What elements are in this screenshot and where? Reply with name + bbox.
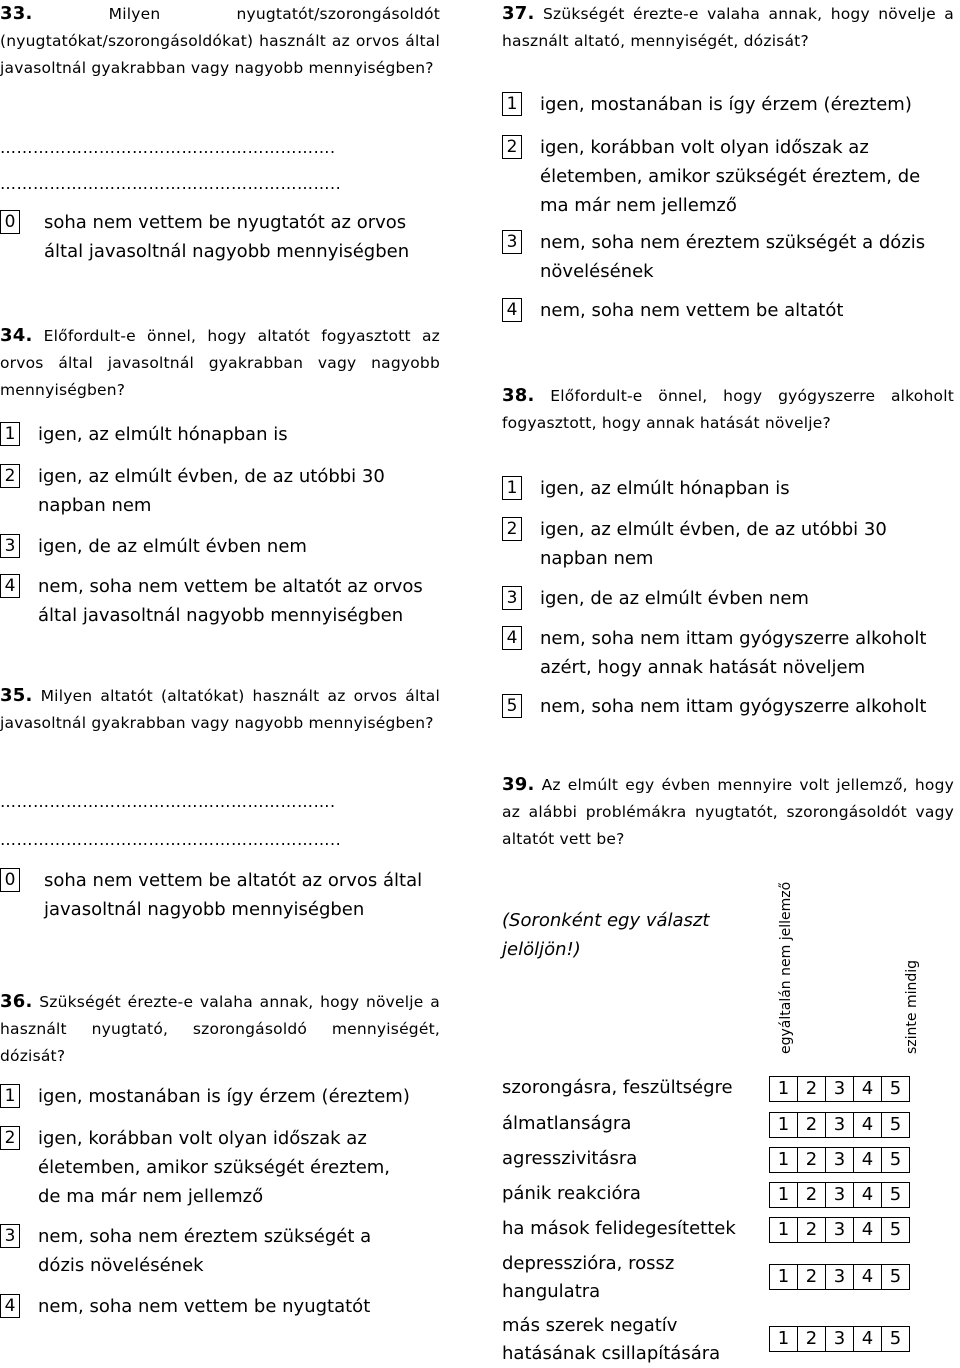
- option-label: igen, korábban volt olyan időszak az életemben, amikor szükségét éreztem, de ma már nem jellemző: [540, 137, 921, 216]
- question-number: 33.: [0, 3, 33, 24]
- option-label: igen, az elmúlt hónapban is: [540, 478, 790, 499]
- option-item[interactable]: [0, 420, 440, 449]
- question-38-title: [502, 382, 954, 437]
- option-item[interactable]: [502, 90, 954, 119]
- rating-row-label: más szerek negatív hatásának csillapítására: [502, 1315, 721, 1364]
- rating-option-4[interactable]: 4: [853, 1326, 882, 1352]
- rating-option-3[interactable]: 3: [825, 1112, 854, 1138]
- option-code-box[interactable]: 3: [502, 586, 522, 610]
- option-code-box[interactable]: 4: [502, 298, 522, 322]
- rating-option-2[interactable]: 2: [797, 1264, 826, 1290]
- rating-option-2[interactable]: 2: [797, 1112, 826, 1138]
- option-label: igen, az elmúlt évben, de az utóbbi 30 napban nem: [38, 466, 385, 516]
- option-label: nem, soha nem vettem be altatót: [540, 300, 844, 321]
- rating-option-1[interactable]: 1: [769, 1264, 798, 1290]
- rating-option-2[interactable]: 2: [797, 1217, 826, 1243]
- question-39-title: [502, 771, 954, 853]
- option-code-box[interactable]: 4: [0, 1294, 20, 1318]
- scale-header-low: egyáltalán nem jellemző: [778, 881, 794, 1054]
- question-text: Az elmúlt egy évben mennyire volt jellemző, hogy az alábbi problémákra nyugtatót, szorongásoldót vagy altatót vett be?: [502, 776, 954, 848]
- question-text: Milyen nyugtatót/szorongásoldót (nyugtatókat/szorongásoldókat) használt az orvos által javasoltnál gyakrabban vagy nagyobb mennyiségben?: [0, 5, 440, 77]
- rating-option-2[interactable]: 2: [797, 1076, 826, 1102]
- rating-option-5[interactable]: 5: [881, 1076, 910, 1102]
- option-code-box[interactable]: 1: [502, 476, 522, 500]
- option-label: nem, soha nem ittam gyógyszerre alkoholt: [540, 696, 927, 717]
- option-code-box[interactable]: 2: [0, 464, 20, 488]
- rating-option-5[interactable]: 5: [881, 1112, 910, 1138]
- rating-row-label: depresszióra, rossz hangulatra: [502, 1253, 675, 1302]
- option-code-box[interactable]: 0: [0, 868, 20, 892]
- rating-option-4[interactable]: 4: [853, 1147, 882, 1173]
- rating-option-5[interactable]: 5: [881, 1217, 910, 1243]
- rating-scale: [770, 1326, 910, 1352]
- rating-row-label: agresszivitásra: [502, 1148, 638, 1169]
- question-36-title: [0, 988, 440, 1070]
- question-text: Milyen altatót (altatókat) használt az orvos által javasoltnál gyakrabban vagy nagyobb mennyiségben?: [0, 687, 440, 732]
- option-code-box[interactable]: 2: [502, 517, 522, 541]
- rating-scale: [770, 1182, 910, 1208]
- option-code-box[interactable]: 3: [502, 230, 522, 254]
- option-code-box[interactable]: 2: [502, 135, 522, 159]
- option-code-box[interactable]: 3: [0, 1224, 20, 1248]
- question-37-title: [502, 0, 954, 55]
- question-number: 35.: [0, 685, 33, 706]
- option-code-box[interactable]: 1: [502, 92, 522, 116]
- rating-option-1[interactable]: 1: [769, 1182, 798, 1208]
- option-label: nem, soha nem ittam gyógyszerre alkoholt azért, hogy annak hatását növeljem: [540, 628, 927, 678]
- rating-scale: [770, 1076, 910, 1102]
- option-item[interactable]: [0, 572, 440, 630]
- rating-option-3[interactable]: 3: [825, 1182, 854, 1208]
- option-item[interactable]: [0, 532, 440, 561]
- rating-option-5[interactable]: 5: [881, 1326, 910, 1352]
- option-label: igen, mostanában is így érzem (éreztem): [38, 1086, 410, 1107]
- rating-row-label: álmatlanságra: [502, 1113, 632, 1134]
- rating-option-2[interactable]: 2: [797, 1326, 826, 1352]
- option-label: nem, soha nem vettem be altatót az orvos által javasoltnál nagyobb mennyiségben: [38, 576, 423, 626]
- question-text: Előfordult-e önnel, hogy gyógyszerre alkoholt fogyasztott, hogy annak hatását növelje?: [502, 387, 954, 432]
- question-text: Előfordult-e önnel, hogy altatót fogyasztott az orvos által javasoltnál gyakrabban vagy nagyobb mennyiségben?: [0, 327, 440, 399]
- option-item[interactable]: [502, 296, 954, 325]
- rating-option-1[interactable]: 1: [769, 1326, 798, 1352]
- rating-option-4[interactable]: 4: [853, 1112, 882, 1138]
- rating-option-5[interactable]: 5: [881, 1264, 910, 1290]
- answer-line[interactable]: ……………………………………………………..: [0, 174, 342, 193]
- option-label: soha nem vettem be nyugtatót az orvos által javasoltnál nagyobb mennyiségben: [44, 212, 410, 262]
- rating-option-4[interactable]: 4: [853, 1217, 882, 1243]
- rating-option-3[interactable]: 3: [825, 1264, 854, 1290]
- question-number: 37.: [502, 3, 535, 24]
- scale-header-high: szinte mindig: [904, 959, 920, 1054]
- option-code-box[interactable]: 2: [0, 1126, 20, 1150]
- option-item[interactable]: [502, 133, 954, 220]
- rating-option-3[interactable]: 3: [825, 1147, 854, 1173]
- question-text: Szükségét érezte-e valaha annak, hogy növelje a használt altató, mennyiségét, dózisát?: [502, 5, 954, 50]
- rating-row-label: ha mások felidegesítettek: [502, 1218, 736, 1239]
- rating-row-label: szorongásra, feszültségre: [502, 1077, 733, 1098]
- option-label: igen, az elmúlt évben, de az utóbbi 30 napban nem: [540, 519, 887, 569]
- rating-scale: [770, 1112, 910, 1138]
- rating-option-3[interactable]: 3: [825, 1217, 854, 1243]
- rating-option-5[interactable]: 5: [881, 1182, 910, 1208]
- answer-line[interactable]: …………………………………………………….: [0, 792, 336, 811]
- option-code-box[interactable]: 4: [0, 574, 20, 598]
- option-item[interactable]: [502, 474, 954, 503]
- rating-option-4[interactable]: 4: [853, 1182, 882, 1208]
- question-number: 39.: [502, 774, 535, 795]
- option-item[interactable]: [0, 208, 440, 266]
- question-number: 36.: [0, 991, 33, 1012]
- option-label: igen, de az elmúlt évben nem: [38, 536, 307, 557]
- option-item[interactable]: [0, 1082, 440, 1111]
- answer-line[interactable]: …………………………………………………….: [0, 138, 336, 157]
- question-35-title: [0, 682, 440, 737]
- rating-scale: [770, 1217, 910, 1243]
- rating-option-1[interactable]: 1: [769, 1076, 798, 1102]
- option-code-box[interactable]: 1: [0, 422, 20, 446]
- rating-option-1[interactable]: 1: [769, 1112, 798, 1138]
- option-code-box[interactable]: 4: [502, 626, 522, 650]
- rating-option-3[interactable]: 3: [825, 1076, 854, 1102]
- rating-option-2[interactable]: 2: [797, 1147, 826, 1173]
- rating-option-4[interactable]: 4: [853, 1076, 882, 1102]
- rating-scale: [770, 1264, 910, 1290]
- option-item[interactable]: [0, 1124, 440, 1211]
- answer-line[interactable]: ……………………………………………………..: [0, 830, 342, 849]
- option-item[interactable]: [502, 584, 954, 613]
- option-item[interactable]: [0, 866, 440, 924]
- rating-option-4[interactable]: 4: [853, 1264, 882, 1290]
- rating-option-1[interactable]: 1: [769, 1147, 798, 1173]
- question-text: Szükségét érezte-e valaha annak, hogy növelje a használt nyugtató, szorongásoldó mennyiségét, dózisát?: [0, 993, 440, 1065]
- question-number: 34.: [0, 325, 33, 346]
- option-item[interactable]: [502, 624, 954, 682]
- question-34-title: [0, 322, 440, 404]
- option-code-box[interactable]: 0: [0, 210, 20, 234]
- instruction-text: (Soronként egy választ jelöljön!): [502, 910, 710, 960]
- option-label: nem, soha nem vettem be nyugtatót: [38, 1296, 371, 1317]
- option-item[interactable]: [0, 1292, 440, 1321]
- option-label: soha nem vettem be altatót az orvos által javasoltnál nagyobb mennyiségben: [44, 870, 423, 920]
- option-item[interactable]: [502, 515, 954, 573]
- option-item[interactable]: [502, 228, 954, 286]
- rating-row-label: pánik reakcióra: [502, 1183, 641, 1204]
- option-item[interactable]: [0, 1222, 440, 1280]
- question-number: 38.: [502, 385, 535, 406]
- option-label: igen, az elmúlt hónapban is: [38, 424, 288, 445]
- rating-option-1[interactable]: 1: [769, 1217, 798, 1243]
- option-code-box[interactable]: 1: [0, 1084, 20, 1108]
- rating-option-5[interactable]: 5: [881, 1147, 910, 1173]
- option-label: nem, soha nem éreztem szükségét a dózis növelésének: [540, 232, 926, 282]
- option-item[interactable]: [502, 692, 954, 721]
- option-label: igen, mostanában is így érzem (éreztem): [540, 94, 912, 115]
- rating-option-3[interactable]: 3: [825, 1326, 854, 1352]
- option-label: igen, de az elmúlt évben nem: [540, 588, 809, 609]
- option-code-box[interactable]: 5: [502, 694, 522, 718]
- option-item[interactable]: [0, 462, 440, 520]
- rating-scale: [770, 1147, 910, 1173]
- rating-option-2[interactable]: 2: [797, 1182, 826, 1208]
- option-code-box[interactable]: 3: [0, 534, 20, 558]
- option-label: igen, korábban volt olyan időszak az életemben, amikor szükségét éreztem, de ma már nem jellemző: [38, 1128, 391, 1207]
- question-33-title: [0, 0, 440, 82]
- option-label: nem, soha nem éreztem szükségét a dózis növelésének: [38, 1226, 372, 1276]
